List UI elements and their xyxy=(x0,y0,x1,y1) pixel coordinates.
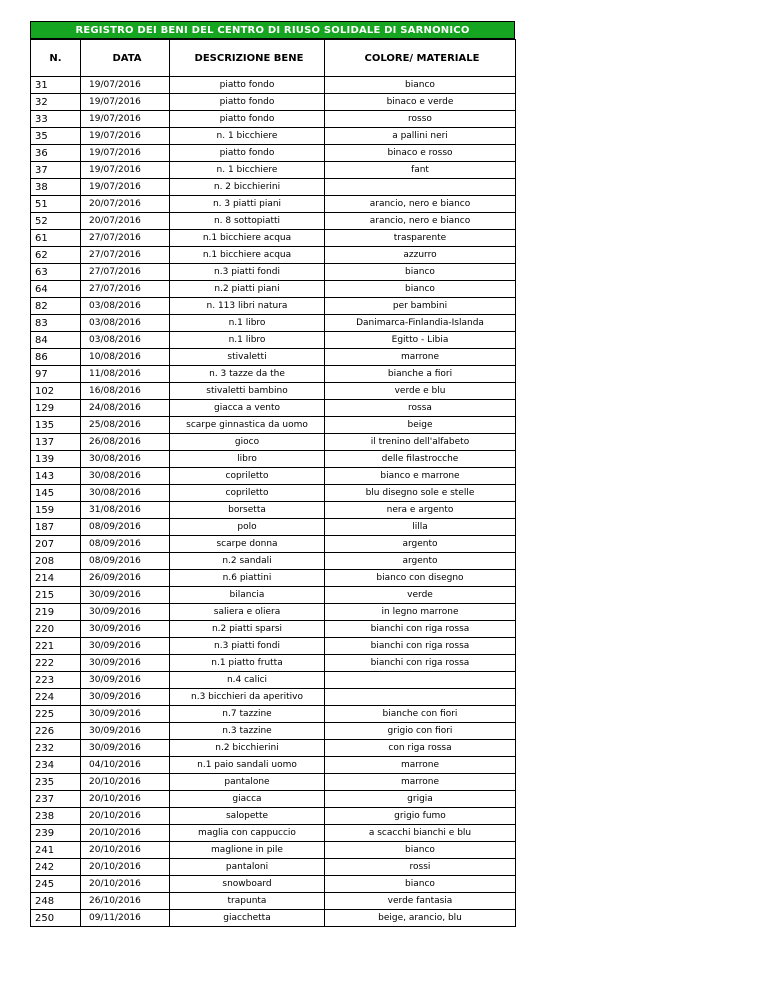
cell-date: 03/08/2016 xyxy=(81,332,170,349)
table-row xyxy=(31,638,516,655)
cell-date: 30/09/2016 xyxy=(81,638,170,655)
cell-description: trapunta xyxy=(170,893,325,910)
cell-number: 36 xyxy=(31,145,81,162)
register-table xyxy=(30,39,516,927)
cell-number: 97 xyxy=(31,366,81,383)
cell-number: 145 xyxy=(31,485,81,502)
cell-number: 215 xyxy=(31,587,81,604)
cell-date: 20/10/2016 xyxy=(81,825,170,842)
table-row xyxy=(31,247,516,264)
table-row xyxy=(31,825,516,842)
header-descrizione: DESCRIZIONE BENE xyxy=(170,40,325,77)
header-row xyxy=(31,40,516,77)
cell-number: 224 xyxy=(31,689,81,706)
cell-description: bilancia xyxy=(170,587,325,604)
cell-description: n.3 piatti fondi xyxy=(170,264,325,281)
cell-color-material: argento xyxy=(325,553,516,570)
cell-date: 08/09/2016 xyxy=(81,536,170,553)
cell-description: copriletto xyxy=(170,468,325,485)
cell-date: 30/09/2016 xyxy=(81,621,170,638)
cell-description: n.3 tazzine xyxy=(170,723,325,740)
cell-color-material: bianche a fiori xyxy=(325,366,516,383)
table-row xyxy=(31,553,516,570)
cell-date: 27/07/2016 xyxy=(81,230,170,247)
table-row xyxy=(31,791,516,808)
cell-number: 82 xyxy=(31,298,81,315)
cell-description: salopette xyxy=(170,808,325,825)
cell-description: stivaletti xyxy=(170,349,325,366)
cell-date: 30/08/2016 xyxy=(81,451,170,468)
cell-color-material: rosso xyxy=(325,111,516,128)
cell-date: 19/07/2016 xyxy=(81,94,170,111)
cell-number: 51 xyxy=(31,196,81,213)
cell-color-material: rossa xyxy=(325,400,516,417)
cell-color-material: arancio, nero e bianco xyxy=(325,196,516,213)
cell-number: 226 xyxy=(31,723,81,740)
table-row xyxy=(31,842,516,859)
cell-color-material: con riga rossa xyxy=(325,740,516,757)
cell-date: 20/10/2016 xyxy=(81,808,170,825)
cell-date: 04/10/2016 xyxy=(81,757,170,774)
table-row xyxy=(31,179,516,196)
cell-description: n.3 piatti fondi xyxy=(170,638,325,655)
cell-color-material: per bambini xyxy=(325,298,516,315)
table-row xyxy=(31,94,516,111)
register-title: REGISTRO DEI BENI DEL CENTRO DI RIUSO SOLIDALE DI SARNONICO xyxy=(30,21,515,39)
cell-number: 52 xyxy=(31,213,81,230)
table-row xyxy=(31,655,516,672)
cell-description: maglione in pile xyxy=(170,842,325,859)
cell-description: piatto fondo xyxy=(170,77,325,94)
cell-color-material: bianche con fiori xyxy=(325,706,516,723)
cell-description: n. 3 tazze da the xyxy=(170,366,325,383)
cell-number: 214 xyxy=(31,570,81,587)
table-row xyxy=(31,298,516,315)
cell-description: snowboard xyxy=(170,876,325,893)
cell-color-material: argento xyxy=(325,536,516,553)
cell-number: 38 xyxy=(31,179,81,196)
cell-description: scarpe donna xyxy=(170,536,325,553)
cell-date: 26/10/2016 xyxy=(81,893,170,910)
cell-date: 10/08/2016 xyxy=(81,349,170,366)
table-row xyxy=(31,774,516,791)
table-row xyxy=(31,893,516,910)
cell-date: 26/09/2016 xyxy=(81,570,170,587)
cell-color-material: binaco e verde xyxy=(325,94,516,111)
cell-color-material: marrone xyxy=(325,774,516,791)
cell-color-material: beige xyxy=(325,417,516,434)
table-row xyxy=(31,400,516,417)
cell-description: polo xyxy=(170,519,325,536)
table-row xyxy=(31,434,516,451)
cell-date: 19/07/2016 xyxy=(81,111,170,128)
cell-number: 232 xyxy=(31,740,81,757)
cell-description: piatto fondo xyxy=(170,111,325,128)
register-sheet xyxy=(30,21,515,927)
cell-date: 20/07/2016 xyxy=(81,213,170,230)
cell-number: 220 xyxy=(31,621,81,638)
cell-number: 219 xyxy=(31,604,81,621)
cell-color-material: bianchi con riga rossa xyxy=(325,655,516,672)
cell-date: 30/09/2016 xyxy=(81,587,170,604)
table-row xyxy=(31,587,516,604)
cell-description: n.4 calici xyxy=(170,672,325,689)
cell-date: 08/09/2016 xyxy=(81,553,170,570)
cell-number: 35 xyxy=(31,128,81,145)
cell-date: 20/10/2016 xyxy=(81,774,170,791)
cell-number: 143 xyxy=(31,468,81,485)
table-row xyxy=(31,876,516,893)
cell-color-material: grigio fumo xyxy=(325,808,516,825)
cell-number: 238 xyxy=(31,808,81,825)
cell-number: 33 xyxy=(31,111,81,128)
cell-number: 223 xyxy=(31,672,81,689)
cell-date: 19/07/2016 xyxy=(81,128,170,145)
cell-description: n. 1 bicchiere xyxy=(170,162,325,179)
cell-date: 30/08/2016 xyxy=(81,485,170,502)
table-row xyxy=(31,332,516,349)
table-row xyxy=(31,383,516,400)
cell-date: 25/08/2016 xyxy=(81,417,170,434)
cell-date: 27/07/2016 xyxy=(81,247,170,264)
cell-description: libro xyxy=(170,451,325,468)
cell-number: 31 xyxy=(31,77,81,94)
cell-date: 08/09/2016 xyxy=(81,519,170,536)
cell-number: 62 xyxy=(31,247,81,264)
cell-number: 241 xyxy=(31,842,81,859)
table-row xyxy=(31,111,516,128)
cell-color-material: bianchi con riga rossa xyxy=(325,638,516,655)
cell-date: 30/09/2016 xyxy=(81,706,170,723)
header-n: N. xyxy=(31,40,81,77)
cell-color-material: verde e blu xyxy=(325,383,516,400)
header-colore: COLORE/ MATERIALE xyxy=(325,40,516,77)
table-row xyxy=(31,349,516,366)
cell-number: 83 xyxy=(31,315,81,332)
cell-date: 30/09/2016 xyxy=(81,655,170,672)
cell-number: 137 xyxy=(31,434,81,451)
cell-description: pantaloni xyxy=(170,859,325,876)
cell-date: 20/07/2016 xyxy=(81,196,170,213)
cell-description: n.1 bicchiere acqua xyxy=(170,230,325,247)
cell-number: 102 xyxy=(31,383,81,400)
table-row xyxy=(31,145,516,162)
cell-date: 03/08/2016 xyxy=(81,298,170,315)
cell-description: n.2 piatti piani xyxy=(170,281,325,298)
table-row xyxy=(31,315,516,332)
cell-color-material: a scacchi bianchi e blu xyxy=(325,825,516,842)
cell-date: 19/07/2016 xyxy=(81,179,170,196)
cell-number: 63 xyxy=(31,264,81,281)
cell-number: 221 xyxy=(31,638,81,655)
register-rows xyxy=(31,77,516,927)
table-row xyxy=(31,859,516,876)
table-row xyxy=(31,468,516,485)
cell-color-material: azzurro xyxy=(325,247,516,264)
table-row xyxy=(31,757,516,774)
cell-number: 187 xyxy=(31,519,81,536)
cell-date: 31/08/2016 xyxy=(81,502,170,519)
table-row xyxy=(31,689,516,706)
cell-color-material xyxy=(325,179,516,196)
cell-color-material: marrone xyxy=(325,757,516,774)
cell-description: giacchetta xyxy=(170,910,325,927)
table-row xyxy=(31,213,516,230)
cell-color-material: il trenino dell'alfabeto xyxy=(325,434,516,451)
table-row xyxy=(31,451,516,468)
cell-description: gioco xyxy=(170,434,325,451)
table-row xyxy=(31,604,516,621)
cell-number: 234 xyxy=(31,757,81,774)
cell-color-material: rossi xyxy=(325,859,516,876)
cell-date: 30/08/2016 xyxy=(81,468,170,485)
cell-color-material: grigio con fiori xyxy=(325,723,516,740)
cell-number: 248 xyxy=(31,893,81,910)
cell-color-material xyxy=(325,689,516,706)
cell-color-material: delle filastrocche xyxy=(325,451,516,468)
cell-description: n.1 libro xyxy=(170,332,325,349)
cell-description: maglia con cappuccio xyxy=(170,825,325,842)
cell-description: piatto fondo xyxy=(170,94,325,111)
cell-description: n.1 bicchiere acqua xyxy=(170,247,325,264)
table-row xyxy=(31,621,516,638)
cell-date: 24/08/2016 xyxy=(81,400,170,417)
table-row xyxy=(31,366,516,383)
cell-description: stivaletti bambino xyxy=(170,383,325,400)
cell-description: n.2 sandali xyxy=(170,553,325,570)
cell-date: 30/09/2016 xyxy=(81,604,170,621)
cell-color-material: bianco xyxy=(325,281,516,298)
cell-date: 26/08/2016 xyxy=(81,434,170,451)
cell-number: 64 xyxy=(31,281,81,298)
table-row xyxy=(31,77,516,94)
cell-description: n.2 bicchierini xyxy=(170,740,325,757)
cell-number: 139 xyxy=(31,451,81,468)
table-row xyxy=(31,502,516,519)
table-row xyxy=(31,281,516,298)
cell-description: n. 113 libri natura xyxy=(170,298,325,315)
cell-color-material: Danimarca-Finlandia-Islanda xyxy=(325,315,516,332)
cell-color-material: nera e argento xyxy=(325,502,516,519)
cell-description: piatto fondo xyxy=(170,145,325,162)
cell-date: 30/09/2016 xyxy=(81,672,170,689)
cell-color-material: beige, arancio, blu xyxy=(325,910,516,927)
cell-color-material: bianco xyxy=(325,264,516,281)
table-row xyxy=(31,196,516,213)
cell-date: 27/07/2016 xyxy=(81,281,170,298)
header-data: DATA xyxy=(81,40,170,77)
cell-description: borsetta xyxy=(170,502,325,519)
cell-number: 225 xyxy=(31,706,81,723)
cell-date: 27/07/2016 xyxy=(81,264,170,281)
cell-color-material: bianco xyxy=(325,77,516,94)
cell-color-material: bianco con disegno xyxy=(325,570,516,587)
cell-color-material: bianco xyxy=(325,876,516,893)
cell-description: n.7 tazzine xyxy=(170,706,325,723)
cell-description: n.6 piattini xyxy=(170,570,325,587)
cell-number: 208 xyxy=(31,553,81,570)
cell-description: n. 8 sottopiatti xyxy=(170,213,325,230)
table-row xyxy=(31,706,516,723)
cell-number: 159 xyxy=(31,502,81,519)
cell-date: 19/07/2016 xyxy=(81,162,170,179)
cell-date: 19/07/2016 xyxy=(81,145,170,162)
cell-number: 32 xyxy=(31,94,81,111)
cell-number: 245 xyxy=(31,876,81,893)
table-row xyxy=(31,128,516,145)
cell-number: 61 xyxy=(31,230,81,247)
cell-description: scarpe ginnastica da uomo xyxy=(170,417,325,434)
table-row xyxy=(31,162,516,179)
cell-color-material: arancio, nero e bianco xyxy=(325,213,516,230)
cell-color-material: blu disegno sole e stelle xyxy=(325,485,516,502)
cell-description: n.1 piatto frutta xyxy=(170,655,325,672)
cell-number: 84 xyxy=(31,332,81,349)
table-row xyxy=(31,536,516,553)
table-row xyxy=(31,485,516,502)
cell-description: giacca xyxy=(170,791,325,808)
cell-number: 235 xyxy=(31,774,81,791)
table-row xyxy=(31,672,516,689)
cell-color-material: grigia xyxy=(325,791,516,808)
table-row xyxy=(31,740,516,757)
cell-description: pantalone xyxy=(170,774,325,791)
cell-color-material: fant xyxy=(325,162,516,179)
cell-color-material: binaco e rosso xyxy=(325,145,516,162)
cell-number: 86 xyxy=(31,349,81,366)
cell-description: n. 1 bicchiere xyxy=(170,128,325,145)
cell-description: n.1 paio sandali uomo xyxy=(170,757,325,774)
cell-color-material: bianco xyxy=(325,842,516,859)
cell-number: 237 xyxy=(31,791,81,808)
table-row xyxy=(31,570,516,587)
cell-date: 20/10/2016 xyxy=(81,842,170,859)
cell-date: 03/08/2016 xyxy=(81,315,170,332)
cell-date: 30/09/2016 xyxy=(81,740,170,757)
cell-color-material: trasparente xyxy=(325,230,516,247)
cell-number: 129 xyxy=(31,400,81,417)
cell-color-material xyxy=(325,672,516,689)
table-row xyxy=(31,808,516,825)
cell-date: 19/07/2016 xyxy=(81,77,170,94)
cell-number: 135 xyxy=(31,417,81,434)
cell-description: n.1 libro xyxy=(170,315,325,332)
cell-date: 11/08/2016 xyxy=(81,366,170,383)
cell-color-material: verde xyxy=(325,587,516,604)
cell-number: 250 xyxy=(31,910,81,927)
cell-color-material: bianchi con riga rossa xyxy=(325,621,516,638)
cell-number: 37 xyxy=(31,162,81,179)
cell-description: giacca a vento xyxy=(170,400,325,417)
table-row xyxy=(31,723,516,740)
cell-number: 242 xyxy=(31,859,81,876)
cell-color-material: bianco e marrone xyxy=(325,468,516,485)
cell-description: copriletto xyxy=(170,485,325,502)
cell-description: n.2 piatti sparsi xyxy=(170,621,325,638)
table-row xyxy=(31,519,516,536)
cell-description: n. 2 bicchierini xyxy=(170,179,325,196)
cell-color-material: in legno marrone xyxy=(325,604,516,621)
cell-color-material: a pallini neri xyxy=(325,128,516,145)
table-row xyxy=(31,910,516,927)
cell-number: 239 xyxy=(31,825,81,842)
cell-date: 20/10/2016 xyxy=(81,876,170,893)
cell-description: n.3 bicchieri da aperitivo xyxy=(170,689,325,706)
cell-date: 09/11/2016 xyxy=(81,910,170,927)
table-row xyxy=(31,417,516,434)
cell-date: 20/10/2016 xyxy=(81,859,170,876)
cell-color-material: marrone xyxy=(325,349,516,366)
table-row xyxy=(31,230,516,247)
cell-date: 20/10/2016 xyxy=(81,791,170,808)
cell-color-material: lilla xyxy=(325,519,516,536)
cell-description: saliera e oliera xyxy=(170,604,325,621)
cell-date: 30/09/2016 xyxy=(81,689,170,706)
cell-date: 30/09/2016 xyxy=(81,723,170,740)
cell-description: n. 3 piatti piani xyxy=(170,196,325,213)
cell-number: 222 xyxy=(31,655,81,672)
cell-color-material: verde fantasia xyxy=(325,893,516,910)
cell-number: 207 xyxy=(31,536,81,553)
cell-color-material: Egitto - Libia xyxy=(325,332,516,349)
cell-date: 16/08/2016 xyxy=(81,383,170,400)
table-row xyxy=(31,264,516,281)
